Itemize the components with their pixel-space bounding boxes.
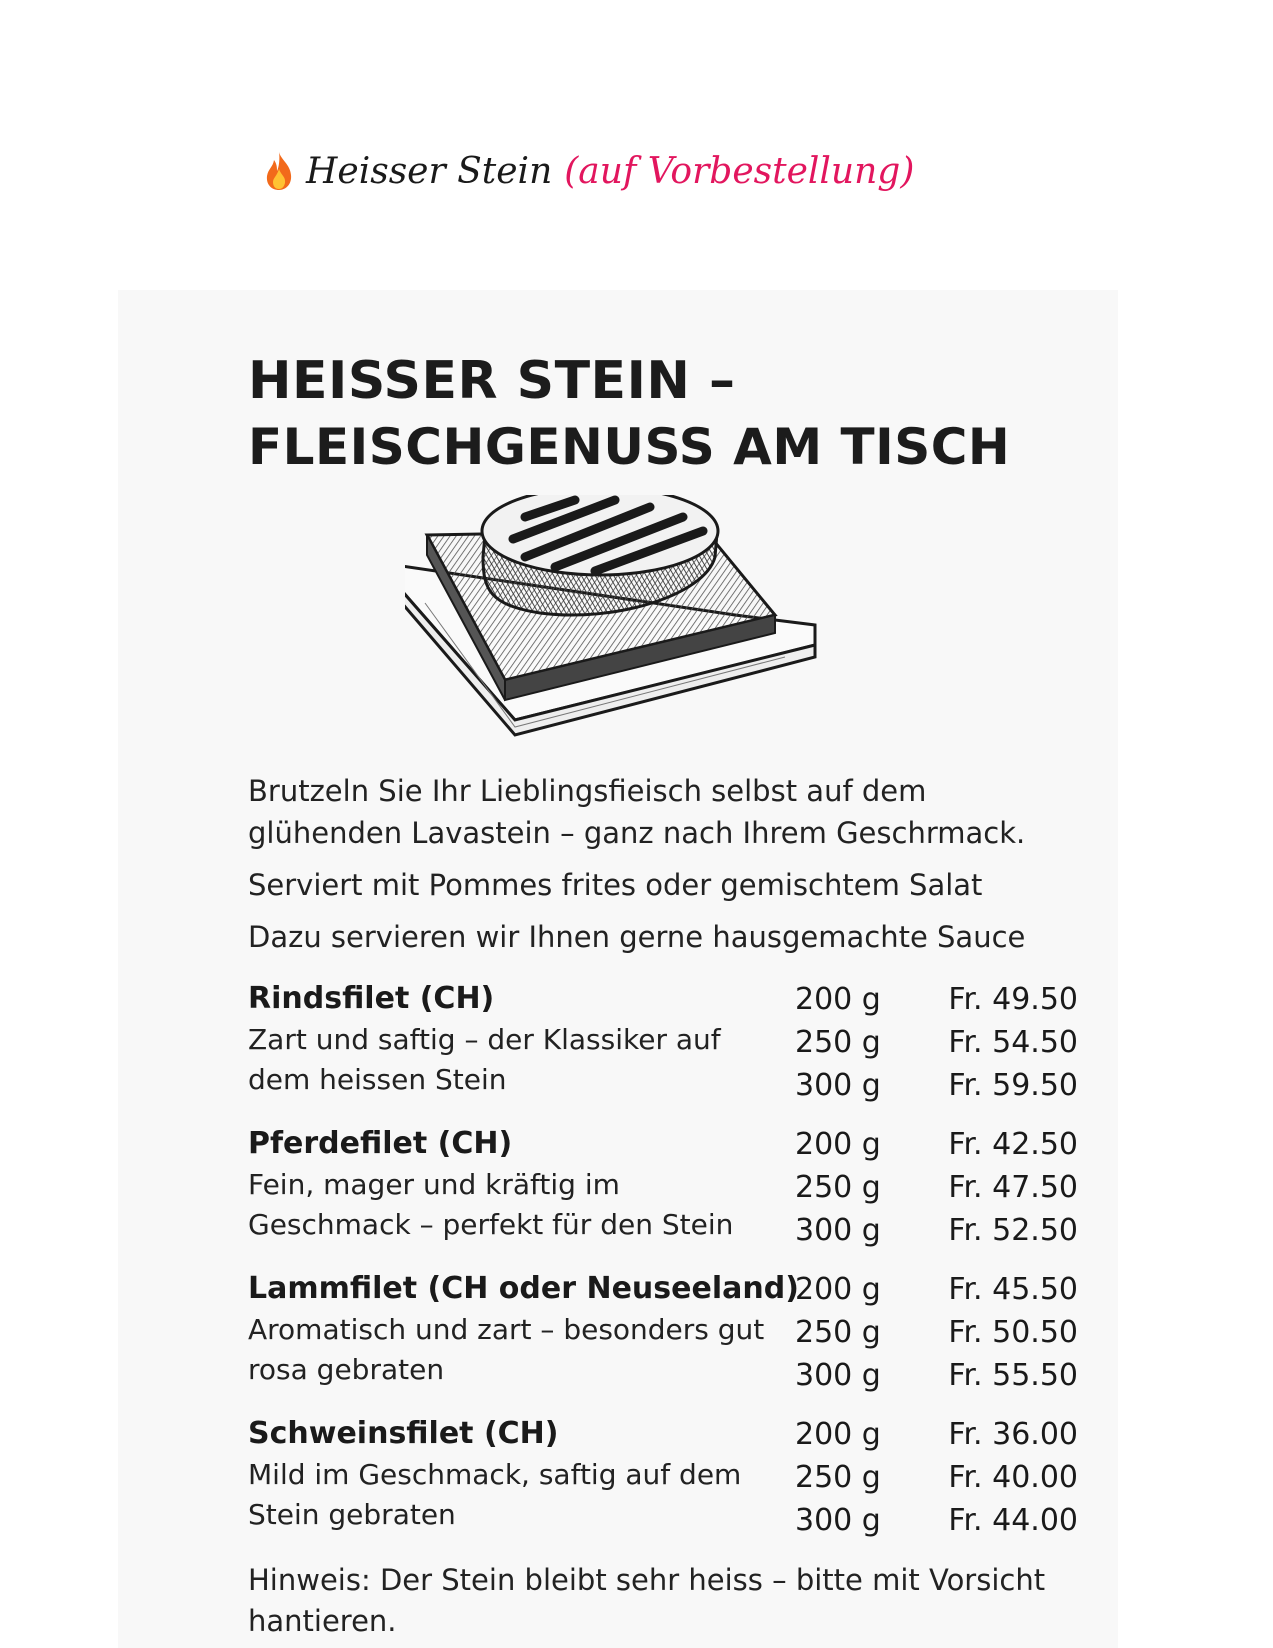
dish-item xyxy=(248,978,1078,1104)
portion-weight: 250 g xyxy=(795,1025,881,1060)
card-title-line-2: FLEISCHGENUSS AM TISCH xyxy=(248,418,1011,476)
price: Fr. 45.50 xyxy=(948,1272,1078,1307)
dish-item xyxy=(248,1123,1078,1249)
price-row xyxy=(795,1456,1078,1499)
dish-name: Pferdefilet (CH) xyxy=(248,1126,513,1161)
steak-on-hot-stone-illustration xyxy=(405,495,865,767)
card-title xyxy=(248,348,1010,480)
price: Fr. 40.00 xyxy=(948,1460,1078,1495)
fire-icon xyxy=(262,151,296,191)
price: Fr. 50.50 xyxy=(948,1315,1078,1350)
portion-weight: 300 g xyxy=(795,1358,881,1393)
portion-weight: 200 g xyxy=(795,1417,881,1452)
dish-item xyxy=(248,1268,1078,1394)
price: Fr. 42.50 xyxy=(948,1127,1078,1162)
portion-weight: 250 g xyxy=(795,1170,881,1205)
preorder-note: (auf Vorbestellung) xyxy=(564,151,915,192)
intro-paragraph: Serviert mit Pommes frites oder gemischtem Salat xyxy=(248,868,983,902)
price-row xyxy=(795,1311,1078,1354)
price-list xyxy=(795,978,1078,1107)
intro-paragraph: Brutzeln Sie Ihr Lieblingsfieisch selbst auf dem glühenden Lavastein – ganz nach Ihrem Geschrmack. xyxy=(248,774,1026,850)
price-row xyxy=(795,1354,1078,1397)
safety-hint: Hinweis: Der Stein bleibt sehr heiss – bitte mit Vorsicht hantieren. xyxy=(248,1563,1046,1638)
price-list xyxy=(795,1268,1078,1397)
price-row xyxy=(795,1268,1078,1311)
dish-name: Schweinsfilet (CH) xyxy=(248,1416,559,1451)
portion-weight: 200 g xyxy=(795,1272,881,1307)
price-row xyxy=(795,1499,1078,1542)
dish-description: Aromatisch und zart – besonders gut rosa gebraten xyxy=(248,1313,765,1386)
dish-name: Lammfilet (CH oder Neuseeland) xyxy=(248,1271,799,1306)
price: Fr. 49.50 xyxy=(948,982,1078,1017)
price-row xyxy=(795,1123,1078,1166)
price-row xyxy=(795,1064,1078,1107)
portion-weight: 300 g xyxy=(795,1213,881,1248)
menu-section-heading xyxy=(262,150,914,194)
price-list xyxy=(795,1413,1078,1542)
price-row xyxy=(795,978,1078,1021)
price-row xyxy=(795,1413,1078,1456)
price-row xyxy=(795,1021,1078,1064)
intro-paragraph: Dazu servieren wir Ihnen gerne hausgemachte Sauce xyxy=(248,920,1026,954)
price: Fr. 52.50 xyxy=(948,1213,1078,1248)
intro-text xyxy=(248,770,1068,968)
dish-name: Rindsfilet (CH) xyxy=(248,981,495,1016)
price: Fr. 55.50 xyxy=(948,1358,1078,1393)
portion-weight: 200 g xyxy=(795,982,881,1017)
portion-weight: 250 g xyxy=(795,1460,881,1495)
portion-weight: 300 g xyxy=(795,1068,881,1103)
section-title: Heisser Stein xyxy=(306,151,553,192)
price: Fr. 44.00 xyxy=(948,1503,1078,1538)
dish-description: Zart und saftig – der Klassiker auf dem heissen Stein xyxy=(248,1023,721,1096)
price: Fr. 36.00 xyxy=(948,1417,1078,1452)
price: Fr. 47.50 xyxy=(948,1170,1078,1205)
price-row xyxy=(795,1166,1078,1209)
portion-weight: 300 g xyxy=(795,1503,881,1538)
price-row xyxy=(795,1209,1078,1252)
portion-weight: 250 g xyxy=(795,1315,881,1350)
price: Fr. 59.50 xyxy=(948,1068,1078,1103)
price: Fr. 54.50 xyxy=(948,1025,1078,1060)
portion-weight: 200 g xyxy=(795,1127,881,1162)
price-list xyxy=(795,1123,1078,1252)
card-title-line-1: HEISSER STEIN – xyxy=(248,351,736,411)
dish-description: Fein, mager und kräftig im Geschmack – perfekt für den Stein xyxy=(248,1168,734,1241)
dish-description: Mild im Geschmack, saftig auf dem Stein gebraten xyxy=(248,1458,742,1531)
dish-item xyxy=(248,1413,1078,1539)
